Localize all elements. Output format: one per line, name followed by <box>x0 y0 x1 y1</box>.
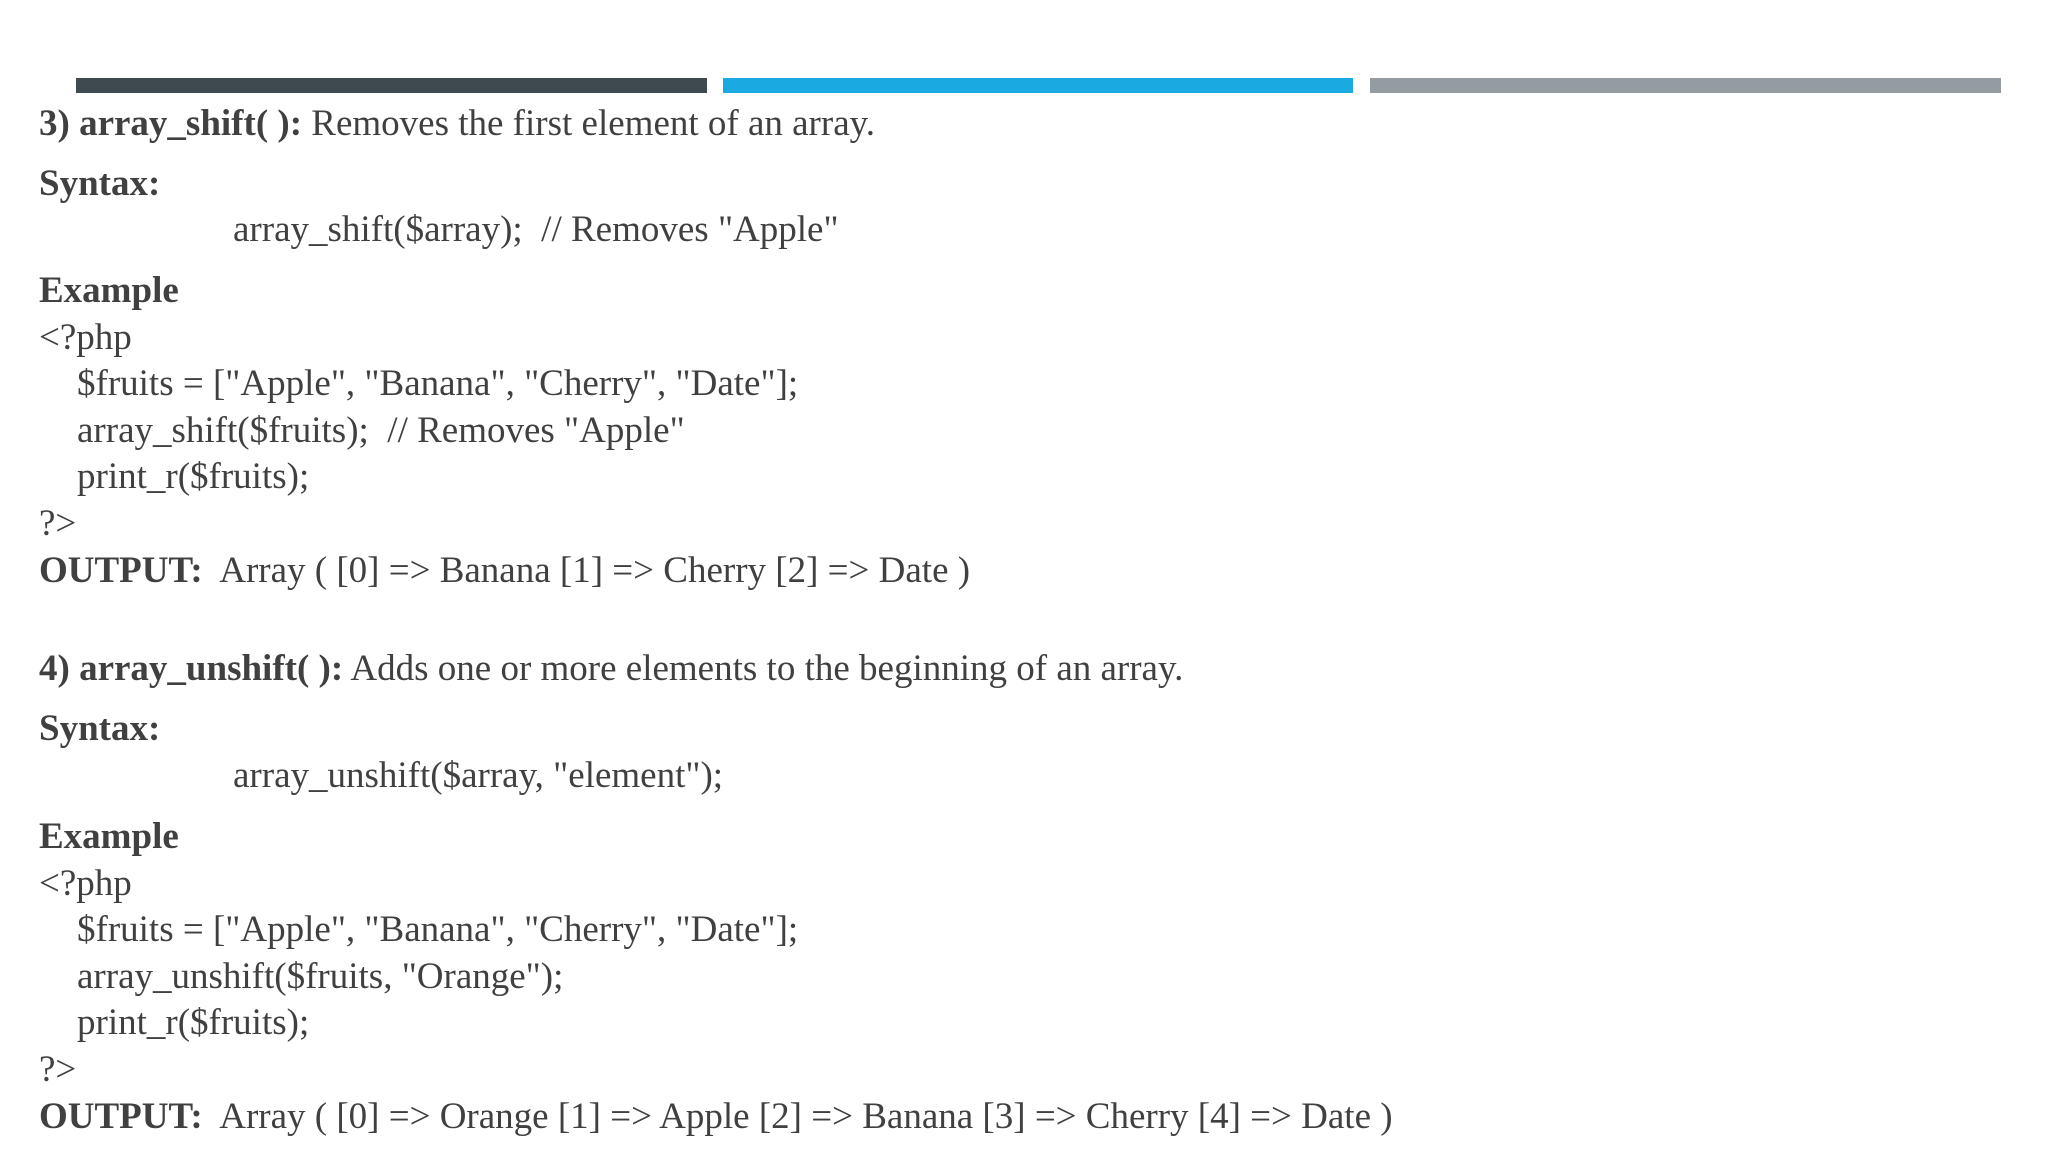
section3-code-line: $fruits = ["Apple", "Banana", "Cherry", "Date"]; <box>77 363 799 404</box>
section3-output-text: Array ( [0] => Banana [1] => Cherry [2] => Date ) <box>202 550 971 591</box>
header-bar-dark <box>76 78 707 93</box>
section3-output <box>39 549 970 593</box>
section3-heading-title: 3) array_shift( ): <box>39 103 303 144</box>
section4-heading-description: Adds one or more elements to the beginning of an array. <box>343 648 1184 689</box>
section3-code-line: print_r($fruits); <box>77 456 310 497</box>
section4-code-line: <?php <box>39 863 132 904</box>
section3-heading-description: Removes the first element of an array. <box>302 103 875 144</box>
section3-syntax-label: Syntax: <box>39 163 161 204</box>
section3-code-line: <?php <box>39 317 132 358</box>
section4-example-label: Example <box>39 816 179 857</box>
section4-code-line: array_unshift($fruits, "Orange"); <box>77 956 564 997</box>
section3-example-label: Example <box>39 270 179 311</box>
section4-heading-title: 4) array_unshift( ): <box>39 648 344 689</box>
section4-syntax-code: array_unshift($array, "element"); <box>233 755 724 796</box>
section3-output-label: OUTPUT: <box>39 550 203 591</box>
section3-code-line: array_shift($fruits); // Removes "Apple" <box>77 410 685 451</box>
header-bar-blue <box>723 78 1353 93</box>
section3-heading <box>39 102 875 146</box>
section3-code-line: ?> <box>39 503 77 544</box>
section3-syntax-code: array_shift($array); // Removes "Apple" <box>233 209 839 250</box>
section4-output-label: OUTPUT: <box>39 1096 203 1137</box>
section4-output-text: Array ( [0] => Orange [1] => Apple [2] => Banana [3] => Cherry [4] => Date ) <box>202 1096 1393 1137</box>
header-bar-gray <box>1370 78 2001 93</box>
section4-code-line: ?> <box>39 1049 77 1090</box>
section4-code-line: $fruits = ["Apple", "Banana", "Cherry", "Date"]; <box>77 909 799 950</box>
section4-code-line: print_r($fruits); <box>77 1002 310 1043</box>
section4-heading <box>39 647 1183 691</box>
section4-syntax-label: Syntax: <box>39 708 161 749</box>
section4-output <box>39 1095 1393 1139</box>
